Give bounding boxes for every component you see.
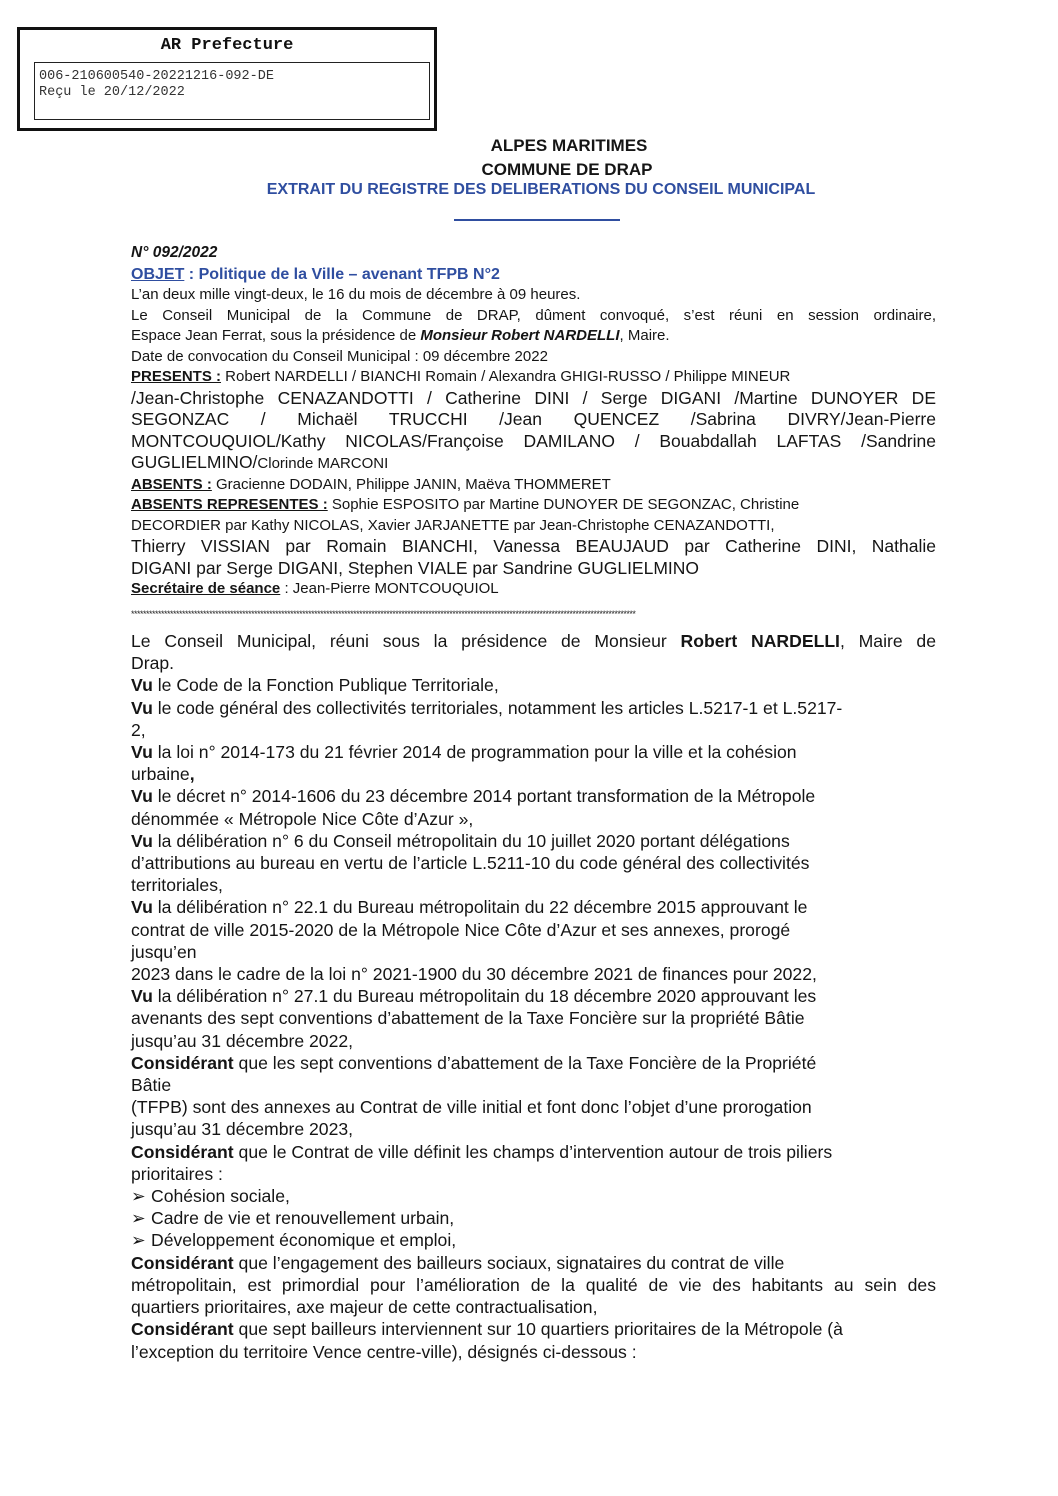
considerant-text: que sept bailleurs interviennent sur 10 quartiers prioritaires de la Métropole (à (233, 1319, 843, 1340)
convened-line-2 (131, 326, 936, 347)
presents-text: GUGLIELMINO/ (131, 452, 258, 472)
vu-2 (131, 697, 936, 719)
considerant-1 (131, 1052, 936, 1074)
vu-label: Vu (131, 786, 153, 807)
vu-text: le code général des collectivités territoriales, notamment les articles L.5217-1 et L.5217- (152, 697, 843, 718)
bullet-arrow-icon: ➢ (131, 1230, 146, 1251)
represented-line-2: DECORDIER par Kathy NICOLAS, Xavier JARJANETTE par Jean-Christophe CENAZANDOTTI, (131, 516, 775, 534)
pillar-text: Développement économique et emploi, (151, 1230, 457, 1251)
absents-line (131, 475, 936, 496)
intro-line-1 (131, 630, 936, 652)
date-line: L’an deux mille vingt-deux, le 16 du mois de décembre à 09 heures. (131, 286, 581, 303)
vu-3-line-2 (131, 763, 936, 785)
register-heading: EXTRAIT DU REGISTRE DES DELIBERATIONS DU CONSEIL MUNICIPAL (266, 181, 816, 198)
convened-text: Espace Jean Ferrat, sous la présidence de (131, 327, 421, 344)
intro-text: Le Conseil Municipal, réuni sous la présidence de Monsieur (131, 631, 681, 651)
considerant-label: Considérant (131, 1141, 234, 1162)
vu-text: le décret n° 2014-1606 du 23 décembre 2014 portant transformation de la Métropole (152, 786, 816, 807)
pillar-text: Cadre de vie et renouvellement urbain, (151, 1208, 455, 1229)
bullet-arrow-icon: ➢ (131, 1208, 146, 1229)
deliberation-number: N° 092/2022 (131, 244, 218, 261)
secretary-label: Secrétaire de séance (131, 580, 281, 597)
secretary-text: : Jean-Pierre MONTCOUQUIOL (280, 580, 499, 597)
vu-text: dénommée « Métropole Nice Côte d’Azur », (131, 808, 474, 829)
considerant-label: Considérant (131, 1052, 234, 1073)
presents-line-5 (131, 452, 936, 475)
header-divider (454, 219, 620, 221)
vu-text: , (189, 764, 195, 785)
presents-label: PRESENTS : (131, 368, 222, 385)
stamp-reference: 006-210600540-20221216-092-DE (39, 69, 274, 84)
meeting-info (131, 265, 936, 600)
considerant-text: jusqu’au 31 décembre 2023, (131, 1119, 354, 1140)
vu-text: contrat de ville 2015-2020 de la Métropole Nice Côte d’Azur et ses annexes, prorogé (131, 919, 791, 940)
stamp-received-date: Reçu le 20/12/2022 (39, 85, 185, 100)
department-heading: ALPES MARITIMES (490, 136, 648, 155)
presents-line-4: MONTCOUQUIOL/Kathy NICOLAS/Françoise DAMILANO / Bouabdallah LAFTAS /Sandrine (131, 430, 936, 451)
represented-text: Sophie ESPOSITO par Martine DUNOYER DE SEGONZAC, Christine (327, 496, 800, 513)
represented-line-1 (131, 495, 936, 516)
convened-line-1: Le Conseil Municipal de la Commune de DRAP, dûment convoqué, s’est réuni en session ordinaire, (131, 306, 936, 324)
vu-4 (131, 785, 936, 807)
absents-label: ABSENTS : (131, 475, 212, 493)
presents-line-2: /Jean-Christophe CENAZANDOTTI / Catherine DINI / Serge DIGANI /Martine DUNOYER DE (131, 387, 936, 408)
pillar-text: Cohésion sociale, (151, 1186, 290, 1207)
considerant-2 (131, 1141, 936, 1163)
vu-label: Vu (131, 986, 153, 1007)
represented-label: ABSENTS REPRESENTES : (131, 496, 328, 513)
pillar-item (131, 1185, 936, 1207)
convened-end: , Maire. (619, 327, 670, 344)
presents-line-3: SEGONZAC / Michaël TRUCCHI /Jean QUENCEZ /Sabrina DIVRY/Jean-Pierre (131, 409, 936, 429)
stamp-title: AR Prefecture (160, 36, 294, 55)
separator-line: ************************************************************************************************************************************************************************ (131, 609, 636, 619)
vu-label: Vu (131, 830, 153, 851)
vu-label: Vu (131, 897, 153, 918)
intro-line-2: Drap. (131, 653, 175, 674)
intro-text: , Maire de (839, 631, 936, 651)
considerant-text: Bâtie (131, 1075, 172, 1096)
vu-text: la délibération n° 6 du Conseil métropolitain du 10 juillet 2020 portant délégations (152, 830, 790, 851)
presents-text: Clorinde MARCONI (257, 455, 389, 472)
vu-text: la délibération n° 22.1 du Bureau métropolitain du 22 décembre 2015 approuvant le (152, 897, 808, 918)
vu-text: le Code de la Fonction Publique Territoriale, (152, 675, 499, 696)
pillar-item (131, 1229, 936, 1251)
vu-text: territoriales, (131, 875, 223, 896)
vu-text: jusqu’au 31 décembre 2022, (131, 1030, 354, 1051)
vu-text: jusqu’en (131, 941, 197, 962)
considerant-text: que le Contrat de ville définit les champs d’intervention autour de trois piliers (233, 1141, 833, 1162)
vu-3 (131, 741, 936, 763)
vu-text: avenants des sept conventions d’abattement de la Taxe Foncière sur la propriété Bâtie (131, 1008, 805, 1029)
vu-text: d’attributions au bureau en vertu de l’article L.5211-10 du code général des collectivités (131, 853, 810, 874)
vu-label: Vu (131, 697, 153, 718)
prefecture-stamp (17, 27, 437, 131)
stamp-details (34, 62, 430, 120)
vu-7 (131, 985, 936, 1007)
vu-text: la loi n° 2014-173 du 21 février 2014 de programmation pour la ville et la cohésion (152, 742, 797, 763)
bullet-arrow-icon: ➢ (131, 1186, 146, 1207)
objet-text: : Politique de la Ville – avenant TFPB N°2 (184, 266, 500, 283)
considerant-text: que les sept conventions d’abattement de la Taxe Foncière de la Propriété (233, 1052, 817, 1073)
considerant-text: quartiers prioritaires, axe majeur de cette contractualisation, (131, 1297, 598, 1318)
presents-line-1 (131, 367, 936, 388)
vu-text: 2023 dans le cadre de la loi n° 2021-1900 du 30 décembre 2021 de finances pour 2022, (131, 964, 817, 985)
vu-5 (131, 830, 936, 852)
considerant-text: que l’engagement des bailleurs sociaux, signataires du contrat de ville (233, 1252, 785, 1273)
pillar-item (131, 1207, 936, 1229)
vu-text: 2, (131, 719, 146, 740)
considerant-4 (131, 1318, 936, 1340)
considerant-label: Considérant (131, 1319, 234, 1340)
vu-6 (131, 896, 936, 918)
considerant-text: l’exception du territoire Vence centre-ville), désignés ci-dessous : (131, 1341, 637, 1362)
absents-text: Gracienne DODAIN, Philippe JANIN, Maëva THOMMERET (211, 475, 611, 493)
mayor-name: Monsieur Robert NARDELLI (420, 327, 620, 344)
considerant-label: Considérant (131, 1252, 234, 1273)
considerant-text: métropolitain, est primordial pour l’amélioration de la qualité de vie des habitants au sein des (131, 1274, 936, 1295)
deliberation-body (131, 630, 936, 1363)
objet-label: OBJET (131, 266, 185, 283)
represented-line-4: DIGANI par Serge DIGANI, Stephen VIALE par Sandrine GUGLIELMINO (131, 557, 700, 578)
secretary-line (131, 579, 936, 600)
vu-label: Vu (131, 742, 153, 763)
convocation-date: Date de convocation du Conseil Municipal : 09 décembre 2022 (131, 347, 548, 365)
considerant-text: prioritaires : (131, 1163, 223, 1184)
vu-1 (131, 674, 936, 696)
objet-line (131, 265, 936, 285)
presents-text: Robert NARDELLI / BIANCHI Romain / Alexandra GHIGI-RUSSO / Philippe MINEUR (221, 368, 791, 385)
vu-text: la délibération n° 27.1 du Bureau métropolitain du 18 décembre 2020 approuvant les (152, 986, 817, 1007)
mayor-name: Robert NARDELLI (680, 631, 840, 651)
considerant-3 (131, 1252, 936, 1274)
represented-line-3: Thierry VISSIAN par Romain BIANCHI, Vanessa BEAUJAUD par Catherine DINI, Nathalie (131, 536, 936, 556)
commune-heading: COMMUNE DE DRAP (481, 160, 653, 179)
vu-text: urbaine (131, 764, 190, 785)
vu-label: Vu (131, 675, 153, 696)
considerant-text: (TFPB) sont des annexes au Contrat de ville initial et font donc l’objet d’une prorogation (131, 1097, 812, 1118)
